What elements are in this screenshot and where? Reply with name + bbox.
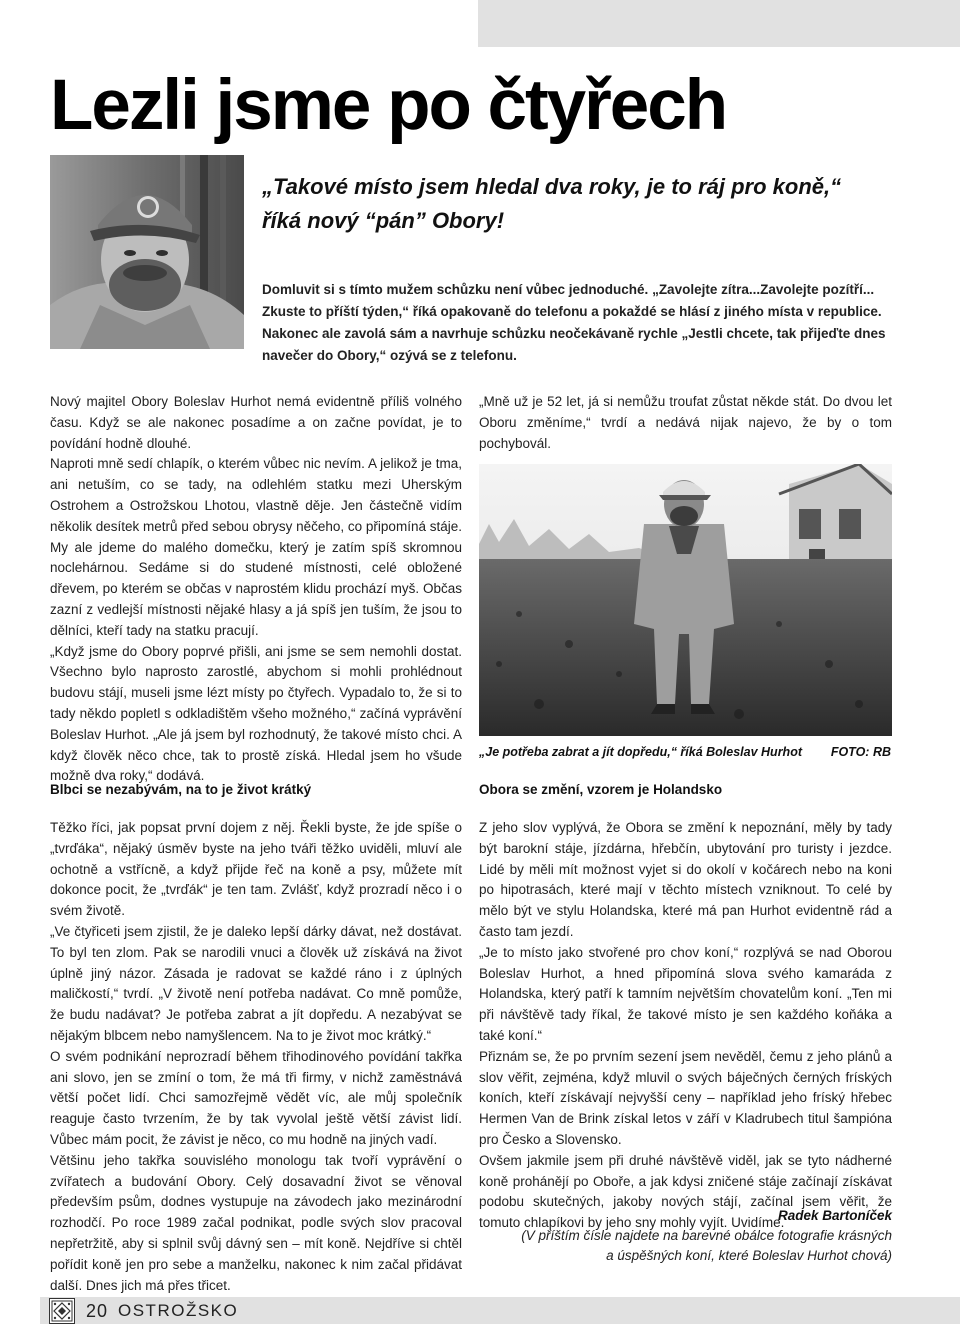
next-issue-note xyxy=(479,1226,892,1266)
pull-quote-line: říká nový “pán” Obory! xyxy=(262,208,505,233)
left-column-top xyxy=(50,392,462,787)
subheading-left: Blbci se nezabývám, na to je život krátký xyxy=(50,782,312,797)
paragraph: O svém podnikání neprozradí během třihodinového povídání takřka ani slovo, jen se zmíní o tom, že má tři firmy, v nichž zaměstnává větší počet lidí. Chci samozřejmě vědět víc, ale můj společník reaguje často tvrzením, že by tak vyvolal ještě větší závist lidí. Vůbec mám pocit, že závist je něco, co mu hodně na jiných vadí. xyxy=(50,1048,462,1147)
photo-caption xyxy=(479,744,891,760)
left-column-bottom xyxy=(50,818,462,1296)
pull-quote-line: „Takové místo jsem hledal dva roky, je to ráj pro koně,“ xyxy=(262,174,842,199)
right-column-bottom xyxy=(479,818,892,1234)
paragraph: Přiznám se, že po prvním sezení jsem nevěděl, čemu z jeho plánů a slov věřit, zejména, když mluvil o svých báječných černých fríských koních, kteří získávají nejvyšší ceny – například jeho fríský hřebec Hermen Van de Brink získal letos v září v Kladrubech titul šampióna pro Česko a Slovensko. xyxy=(479,1048,892,1147)
article-title: Lezli jsme po čtyřech xyxy=(50,66,727,145)
caption-text: „Je potřeba zabrat a jít dopředu,“ říká Boleslav Hurhot xyxy=(479,745,802,759)
ornament-logo-icon xyxy=(49,1298,75,1324)
paragraph: „Když jsme do Obory poprvé přišli, ani jsme se sem nemohli dostat. Všechno bylo naprosto zarostlé, abychom si mohli prohlédnout budovu stájí, museli jsme lézt místy po čtyřech. Vypadalo to, že si to tady někdo popletl s odkladištěm všeho možného,“ začíná vyprávění Boleslav Hurhot. „Ale já jsem byl rozhodnutý, že takové místo chci. A když člověk něco chce, tak to prostě získá. Hledal jsem ho všude možně dva roky,“ dodává. xyxy=(50,643,462,784)
author-name: Radek Bartoníček xyxy=(777,1208,892,1223)
top-gray-band xyxy=(478,0,960,47)
paragraph: Z jeho slov vyplývá, že Obora se změní k nepoznání, měly by tady být barokní stáje, jízdárna, hřebčín, ubytování pro turisty i jezdce. Lidé by měli mít možnost vyjet si do okolí v kočárech nebo na koni po hipotrasách, které mají v těchto místech vzniknout. To celé by mělo být ve stylu Holandska, které má pan Hurhot evidentně rád a často tam jezdí. xyxy=(479,820,892,939)
paragraph: Nový majitel Obory Boleslav Hurhot nemá evidentně příliš volného času. Když se ale nakonec posadíme a on začne povídat, je to povídání hodně dlouhé. xyxy=(50,394,462,451)
pull-quote xyxy=(262,170,912,238)
magazine-name: OSTROŽSKO xyxy=(118,1301,239,1320)
right-column-top xyxy=(479,392,892,454)
note-line: a úspěšných koní, které Boleslav Hurhot chová) xyxy=(606,1248,892,1263)
note-line: (V příštím čísle najdete na barevné obálce fotografie krásných xyxy=(521,1228,892,1243)
photo-credit: FOTO: RB xyxy=(830,745,891,759)
paragraph: Většinu jeho takřka souvislého monologu tak tvoří vyprávění o zvířatech a budování Obory. Celý dosavadní život se věnoval především psům, dodnes vystupuje na závodech jako mezinárodní rozhodčí. Po roce 1989 začal podnikat, podle svých slov pracoval nepřetržitě, aby si splnil svůj dávný sen – mít koně. Nejdříve si chtěl pořídit koně jen pro sebe a manželku, nakonec k nim začal přidávat další. Dnes jich má přes třicet. xyxy=(50,1152,462,1293)
paragraph: Ovšem jakmile jsem při druhé návštěvě viděl, jak se tyto nádherné koně prohánějí po Oboře, a jak kdysi zničené stáje začínají získávat podobu skutečných, jakoby nových stájí, začínal jsem věřit, že tomuto chlapíkovi by jeho sny mohly vyjít. Uvidíme. xyxy=(479,1152,892,1231)
paragraph: „Ve čtyřiceti jsem zjistil, že je daleko lepší dárky dávat, než dostávat. To byl ten zlom. Pak se narodili vnuci a člověk už získává na život úplně jiný názor. Zásada je radovat se každé ráno i z úplných maličkostí,“ tvrdí. „V životě není potřeba nadávat. Co mně pomůže, že budu nadávat? Je potřeba zabrat a jít dopředu. A nezabývat se nějakým blbcem nebo namyšlencem. Na to je život moc krátký.“ xyxy=(50,923,462,1043)
portrait-photo xyxy=(50,155,244,349)
page-number: 20 xyxy=(86,1301,109,1321)
paragraph: „Mně už je 52 let, já si nemůžu troufat zůstat někde stát. Do dvou let Oboru změníme,“ tvrdí a nedává nijak najevo, že by o tom pochybovál. xyxy=(479,394,892,451)
field-photo xyxy=(479,464,892,736)
paragraph: Naproti mně sedí chlapík, o kterém vůbec nic nevím. A jelikož je tma, ani netuším, co se tady, na odlehlém statku mezi Uherským Ostrohem a Ostrožskou Lhotou, vlastně děje. Jen částečně vidím několik desítek metrů před sebou obrysy něčeho, co připomíná stáje. xyxy=(50,456,462,534)
lead-paragraph: Domluvit si s tímto mužem schůzku není vůbec jednoduché. „Zavolejte zítra...Zavolejte pozítří... Zkuste to příští týden,“ říká opakovaně do telefonu a pokaždé se hlásí z jiného místa v republice. Nakonec ale zavolá sám a navrhuje schůzku neočekávaně rychle „Jestli chcete, tak přijeďte dnes navečer do Obory,“ ozývá se z telefonu. xyxy=(262,282,886,363)
paragraph: My ale jdeme do malého domečku, který je zatím spíš skromnou noclehárnou. Sedáme si do studené místnosti, celé obložené dřevem, po kterém se občas v naprostém klidu prochází myš. Občas zazní z vedlejší místnosti nějaké hlasy a já spíš jen tuším, že jsou to dělníci, kteří tady na statku pracují. xyxy=(50,539,462,638)
subheading-right: Obora se změní, vzorem je Holandsko xyxy=(479,782,723,797)
paragraph: Těžko říci, jak popsat první dojem z něj. Řekli byste, že jde spíše o „tvrďáka“, nějaký úsměv byste na jeho tváři těžko uviděli, mluví ale ochotně a vstřícně, a když přijde řeč na koně a psy, můžete mít dokonce pocit, že „tvrďák“ je ten tam. Zvlášť, když prozradí něco i o svém životě. xyxy=(50,820,462,919)
paragraph: „Je to místo jako stvořené pro chov koní,“ rozplývá se nad Oborou Boleslav Hurhot, a hned připomíná slova svého kamaráda z Holandska, který patří k tamním největším chovatelům koní. „Ten mi při návštěvě tady říkal, že takové místo je sen každého koňáka a také koní.“ xyxy=(479,944,892,1043)
